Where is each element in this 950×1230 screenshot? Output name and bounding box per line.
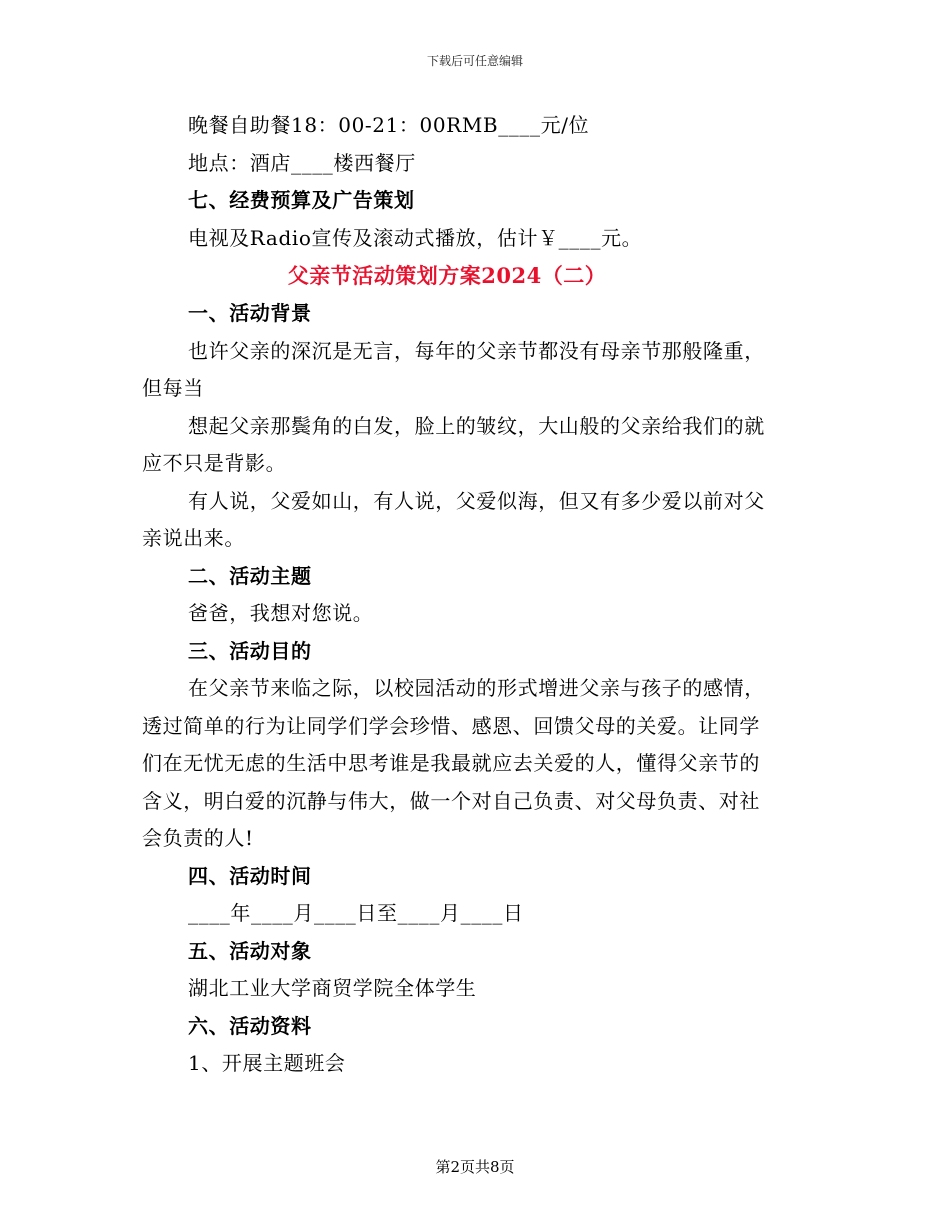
paragraph-line: 但每当 [142,376,204,400]
paragraph-line: 应不只是背影。 [142,451,287,475]
section-heading-budget: 七、经费预算及广告策划 [188,188,415,212]
paragraph-line: 含义，明白爱的沉静与伟大，做一个对自己负责、对父母负责、对社 [142,788,760,813]
section-heading-purpose: 三、活动目的 [188,638,312,663]
paragraph-line: 想起父亲那鬓角的白发，脸上的皱纹，大山般的父亲给我们的就 [188,413,765,438]
document-body [142,107,802,1083]
paragraph-line: 亲说出来。 [142,526,245,550]
section-heading-materials: 六、活动资料 [188,1013,312,1038]
document-title: 父亲节活动策划方案2024（二） [287,263,607,288]
section-heading-theme: 二、活动主题 [188,563,312,588]
section-heading-time: 四、活动时间 [188,863,312,888]
paragraph-line: 透过简单的行为让同学们学会珍惜、感恩、回馈父母的关爱。让同学 [142,713,760,738]
paragraph-line: 们在无忧无虑的生活中思考谁是我最就应去关爱的人，懂得父亲节的 [142,751,760,775]
dinner-buffet-line: 晚餐自助餐18：00-21：00RMB____元/位 [188,113,590,137]
paragraph-line: 在父亲节来临之际，以校园活动的形式增进父亲与孩子的感情， [188,676,765,700]
venue-line: 地点：酒店____楼西餐厅 [188,150,416,175]
page-footer: 第2页共8页 [435,1158,515,1176]
budget-line: 电视及Radio宣传及滚动式播放，估计￥____元。 [188,225,643,250]
paragraph-line: 1、开展主题班会 [188,1051,346,1075]
section-heading-background: 一、活动背景 [188,301,312,325]
page-header: 下载后可任意编辑 [426,54,523,68]
paragraph-line: ____年____月____日至____月____日 [188,901,524,925]
paragraph-line: 有人说，父爱如山，有人说，父爱似海，但又有多少爱以前对父 [188,488,765,513]
paragraph-line: 会负责的人! [142,826,254,850]
paragraph-line: 爸爸，我想对您说。 [188,601,374,625]
paragraph-line: 也许父亲的深沉是无言，每年的父亲节都没有母亲节那般隆重， [188,338,765,363]
section-heading-audience: 五、活动对象 [188,938,312,963]
paragraph-line: 湖北工业大学商贸学院全体学生 [188,976,477,1000]
